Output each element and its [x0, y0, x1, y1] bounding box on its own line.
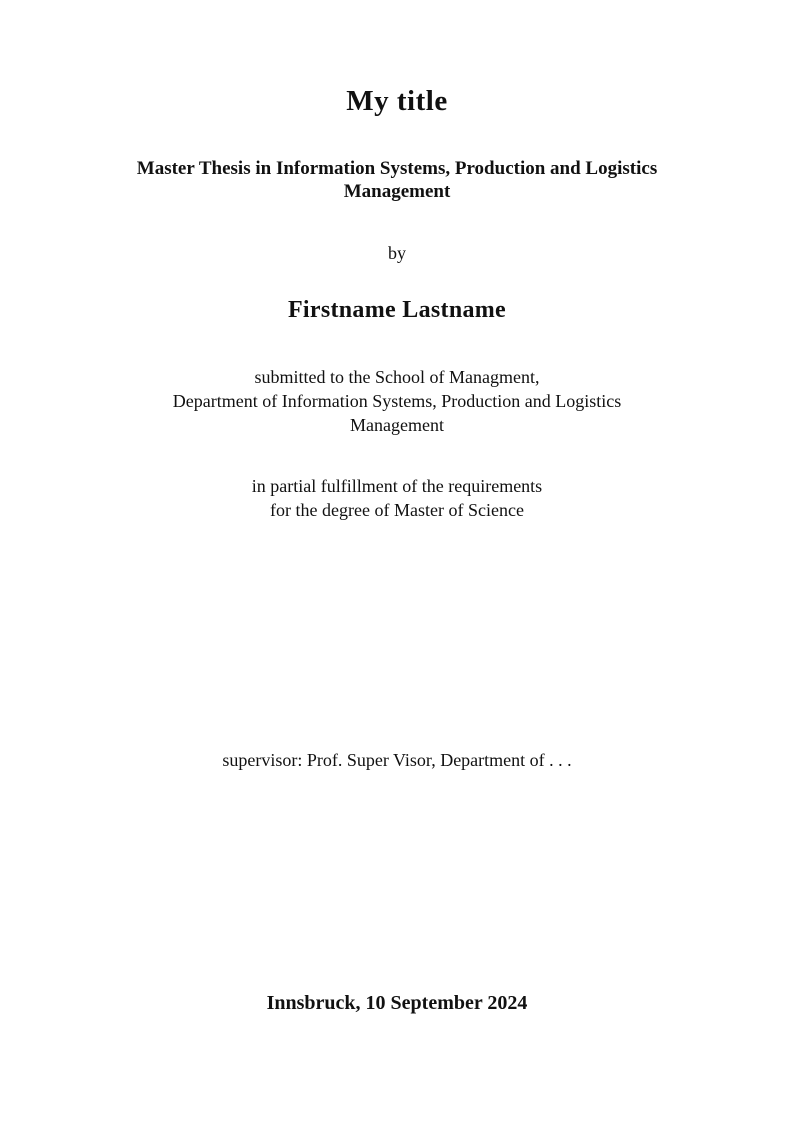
author-name: Firstname Lastname [287, 297, 507, 323]
submission-line: Department of Information Systems, Production and Logistics [172, 391, 622, 411]
submission-line: submitted to the School of Managment, [254, 367, 540, 387]
place-and-date: Innsbruck, 10 September 2024 [266, 992, 528, 1014]
page-title: My title [346, 85, 448, 117]
fulfillment-line: in partial fulfillment of the requirements [251, 476, 543, 496]
thesis-subtitle [0, 157, 794, 203]
supervisor-line: supervisor: Prof. Super Visor, Department of . . . [222, 750, 572, 770]
thesis-subtitle-line: Master Thesis in Information Systems, Production and Logistics [136, 158, 658, 179]
byline: by [388, 243, 406, 263]
thesis-subtitle-line: Management [343, 181, 451, 202]
fulfillment-statement [0, 474, 794, 522]
fulfillment-line: for the degree of Master of Science [270, 500, 524, 520]
submission-statement [0, 365, 794, 437]
submission-line: Management [350, 415, 444, 435]
